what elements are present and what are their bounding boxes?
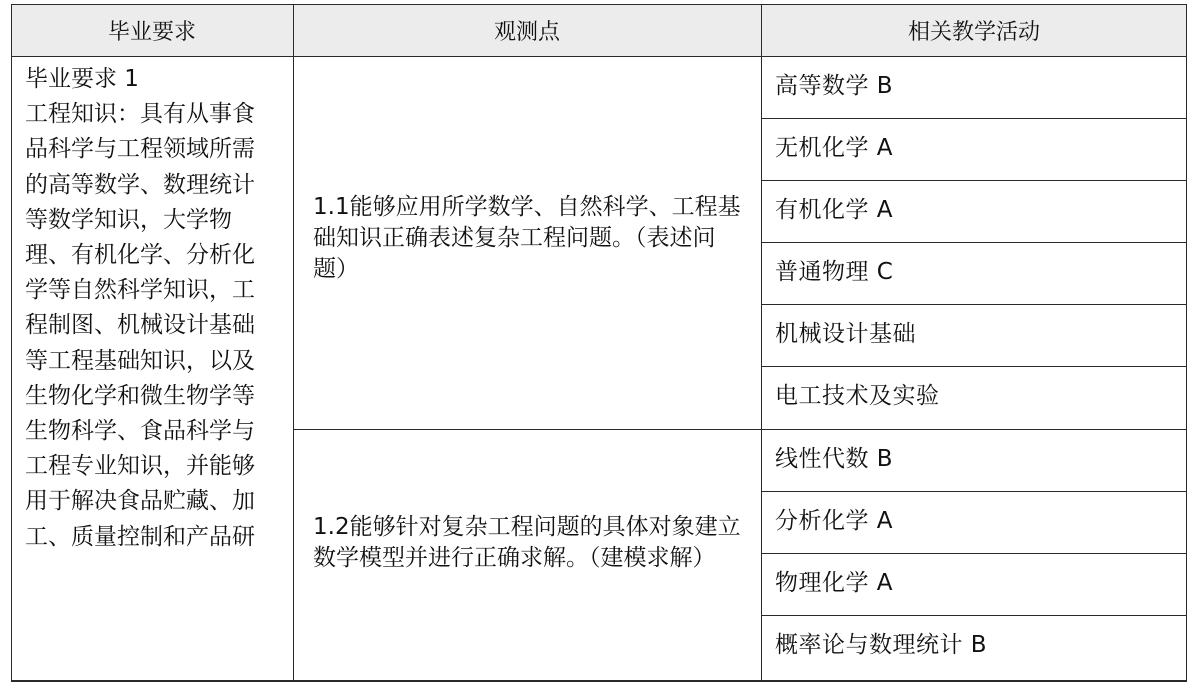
requirement-title: 毕业要求 1: [25, 66, 139, 92]
activity-label: 物理化学 A: [775, 570, 894, 596]
activity-divider: [761, 615, 1187, 616]
activity-divider: [761, 553, 1187, 554]
requirement-line: 理、有机化学、分析化: [25, 242, 255, 269]
requirement-line: 等数学知识，大学物: [25, 206, 232, 233]
activity-cell: [761, 553, 1187, 615]
activity-cell: [761, 180, 1187, 242]
activity-divider: [761, 491, 1187, 492]
requirement-line: 生物科学、食品科学与: [25, 418, 255, 445]
header-graduation-requirement: [11, 4, 293, 56]
course-mapping-table: [11, 4, 1187, 681]
activity-cell: [761, 491, 1187, 553]
activity-cell: [761, 242, 1187, 304]
observation-divider: [293, 429, 1187, 430]
activity-label: 概率论与数理统计 B: [775, 632, 988, 658]
header-bottom-border: [11, 56, 1187, 57]
activity-cell: [761, 118, 1187, 180]
activity-label: 高等数学 B: [775, 73, 894, 99]
activity-label: 电工技术及实验: [775, 383, 940, 409]
activity-label: 机械设计基础: [775, 321, 916, 347]
observation-cell-2: [293, 429, 761, 681]
requirement-line: 工程专业知识，并能够: [25, 453, 255, 480]
header-col1-label: 毕业要求: [107, 19, 196, 45]
requirement-line: 品科学与工程领域所需: [25, 136, 255, 163]
column-divider-1: [293, 4, 294, 681]
activity-divider: [761, 118, 1187, 119]
header-teaching-activities: [761, 4, 1187, 56]
table-left-border: [11, 4, 12, 681]
header-col3-label: 相关教学活动: [907, 19, 1040, 45]
activity-cell: [761, 56, 1187, 118]
activity-cell: [761, 615, 1187, 681]
activity-divider: [761, 180, 1187, 181]
requirement-cell: [11, 56, 293, 681]
activity-divider: [761, 242, 1187, 243]
observation-text-1: 1.1能够应用所学数学、自然科学、工程基础知识正确表述复杂工程问题。（表述问题）: [313, 194, 741, 282]
observation-cell-1: [293, 56, 761, 429]
activity-label: 线性代数 B: [775, 446, 894, 472]
column-divider-2: [761, 4, 762, 681]
table-right-border: [1186, 4, 1187, 681]
requirement-line: 工、质量控制和产品研: [25, 523, 255, 550]
observation-text-2: 1.2能够针对复杂工程问题的具体对象建立数学模型并进行正确求解。（建模求解）: [313, 514, 741, 571]
activity-label: 分析化学 A: [775, 508, 894, 534]
activity-cell: [761, 429, 1187, 491]
activity-cell: [761, 304, 1187, 366]
requirement-line: 等工程基础知识，以及: [25, 347, 255, 374]
activity-label: 无机化学 A: [775, 135, 894, 161]
activity-label: 有机化学 A: [775, 197, 894, 223]
table-bottom-border: [11, 680, 1187, 682]
activity-divider: [761, 304, 1187, 305]
requirement-line: 学等自然科学知识，工: [25, 277, 255, 304]
requirement-line: 程制图、机械设计基础: [25, 312, 255, 339]
requirement-line: 工程知识：具有从事食: [25, 101, 255, 128]
table-top-border: [11, 4, 1187, 5]
requirement-line: 的高等数学、数理统计: [25, 171, 255, 198]
header-observation-point: [293, 4, 761, 56]
requirement-line: 生物化学和微生物学等: [25, 382, 255, 409]
header-col2-label: 观测点: [493, 19, 560, 45]
activity-cell: [761, 366, 1187, 429]
activity-label: 普通物理 C: [775, 259, 894, 285]
requirement-line: 用于解决食品贮藏、加: [25, 488, 255, 515]
activity-divider: [761, 366, 1187, 367]
